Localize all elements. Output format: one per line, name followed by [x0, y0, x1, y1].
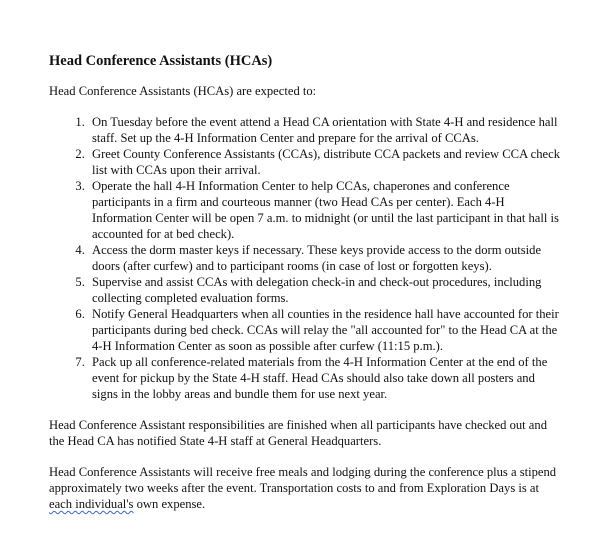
- document-heading: Head Conference Assistants (HCAs): [49, 53, 273, 69]
- list-item: 7. Pack up all conference-related materials from the 4-H Information Center at the end of the event for pickup by the State 4-H staff. Head CAs should also take down all posters and signs in the lobby areas and bundle them for use next year.: [88, 354, 561, 402]
- compensation-text-end: own expense.: [133, 497, 206, 511]
- responsibilities-paragraph: Head Conference Assistant responsibilities are finished when all participants have checked out and the Head CA has notified State 4-H staff at General Headquarters.: [49, 418, 547, 448]
- grammar-flagged-text[interactable]: each individual's: [49, 497, 134, 511]
- list-item: 1. On Tuesday before the event attend a Head CA orientation with State 4-H and residence hall staff. Set up the 4-H Information Center and prepare for the arrival of CCAs.: [88, 114, 561, 146]
- list-item: 2. Greet County Conference Assistants (CCAs), distribute CCA packets and review CCA check list with CCAs upon their arrival.: [88, 146, 561, 178]
- list-item: 3. Operate the hall 4-H Information Center to help CCAs, chaperones and conference participants in a firm and courteous manner (two Head CAs per center). Each 4-H Information Center will be open 7 a.m. to midnight (or until the last participant in that hall is accounted for at bed check).: [88, 178, 561, 242]
- intro-text: Head Conference Assistants (HCAs) are expected to:: [49, 84, 317, 98]
- compensation-paragraph: [49, 464, 561, 512]
- list-item: 6. Notify General Headquarters when all counties in the residence hall have accounted for their participants during bed check. CCAs will relay the "all accounted for" to the Head CA at the 4-H Information Center as soon as possible after curfew (11:15 p.m.).: [88, 306, 561, 354]
- duties-list: [49, 114, 561, 402]
- document-page: [49, 52, 561, 527]
- compensation-text: Head Conference Assistants will receive free meals and lodging during the conference plus a stipend approximately two weeks after the event. Transportation costs to and from Exploration Days is at: [49, 465, 557, 495]
- list-item: 5. Supervise and assist CCAs with delegation check-in and check-out procedures, including collecting completed evaluation forms.: [88, 274, 561, 306]
- list-item: 4. Access the dorm master keys if necessary. These keys provide access to the dorm outside doors (after curfew) and to participant rooms (in case of lost or forgotten keys).: [88, 242, 561, 274]
